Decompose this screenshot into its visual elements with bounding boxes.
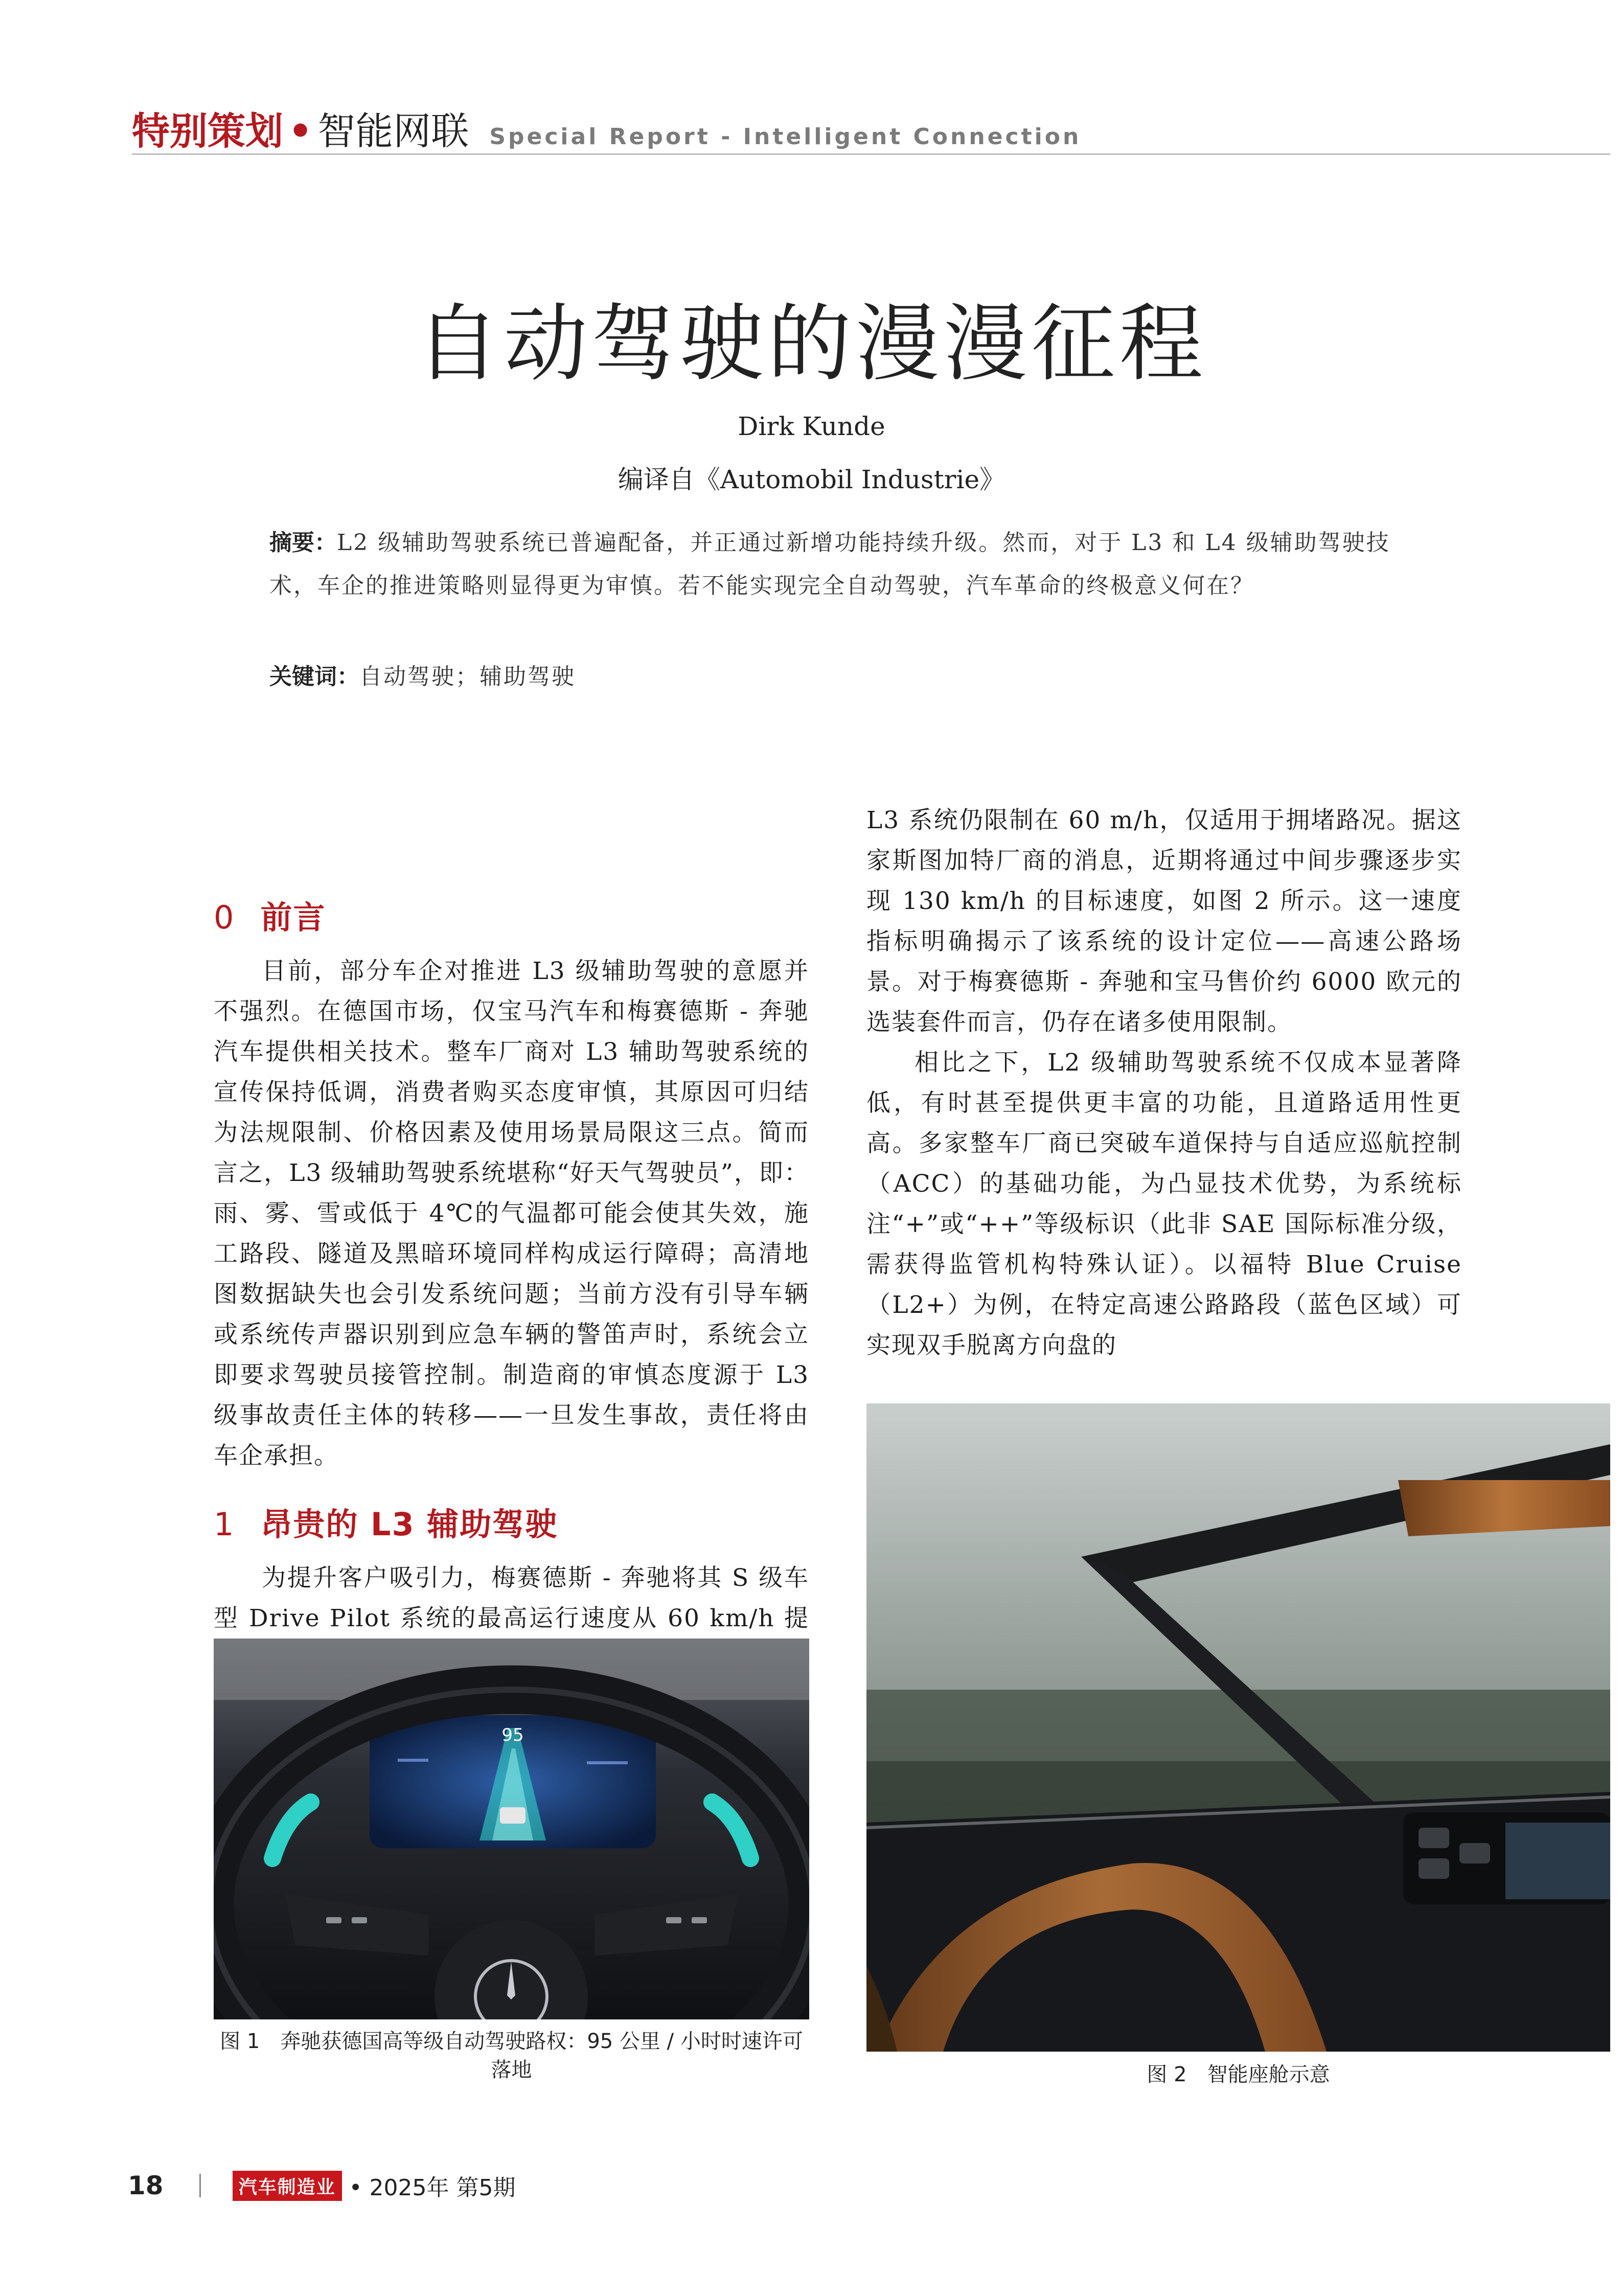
keywords-text: 自动驾驶；辅助驾驶	[359, 664, 576, 690]
figure-1-caption: 图 1 奔驰获德国高等级自动驾驶路权：95 公里 / 小时时速许可落地	[220, 2030, 803, 2082]
header-dot: •	[288, 109, 313, 153]
figure-1-image	[214, 1639, 809, 2019]
keywords	[269, 655, 1420, 698]
car-interior-illustration	[866, 1403, 1610, 2052]
paragraph-s1-1-continued: L3 系统仍限制在 60 m/h，仅适用于拥堵路况。据这家斯图加特厂商的消息，近期将通过中间步骤逐步实现 130 km/h 的目标速度，如图 2 所示。这一速度指标明确揭示了该系统的设计定位——高速公路场景。对于梅赛德斯 - 奔驰和宝马售价约 6000 欧元的选装套件而言，仍存在诸多使用限制。	[866, 806, 1462, 1036]
page-footer	[128, 2168, 516, 2203]
section-title: 前言	[260, 899, 326, 936]
article-title: 自动驾驶的漫漫征程	[416, 295, 1207, 393]
keywords-label: 关键词：	[269, 664, 359, 690]
page-number: 18	[128, 2171, 164, 2200]
running-header	[132, 101, 1081, 157]
section-label: 智能网联	[317, 109, 469, 153]
section-label-red: 特别策划	[132, 109, 283, 153]
steering-wheel-illustration	[214, 1639, 809, 2019]
issue-label: • 2025年 第5期	[349, 2175, 516, 2201]
section-number: 0	[214, 899, 235, 936]
section-title: 昂贵的 L3 辅助驾驶	[260, 1506, 558, 1543]
header-rule	[132, 153, 1610, 155]
section-heading-0	[214, 884, 809, 951]
section-heading-1	[214, 1491, 809, 1558]
column-right	[866, 800, 1462, 1366]
column-left	[214, 884, 809, 1719]
cluster-speed-readout: 95	[501, 1725, 524, 1745]
paragraph-intro: 目前，部分车企对推进 L3 级辅助驾驶的意愿并不强烈。在德国市场，仅宝马汽车和梅赛德斯 - 奔驰汽车提供相关技术。整车厂商对 L3 辅助驾驶系统的宣传保持低调，消费者购买态度审慎，其原因可归结为法规限制、价格因素及使用场景局限这三点。简而言之，L3 级辅助驾驶系统堪称“好天气驾驶员”，即：雨、雾、雪或低于 4℃的气温都可能会使其失效，施工路段、隧道及黑暗环境同样构成运行障碍；高清地图数据缺失也会引发系统问题；当前方没有引导车辆或系统传声器识别到应急车辆的警笛声时，系统会立即要求驾驶员接管控制。制造商的审慎态度源于 L3 级事故责任主体的转移——一旦发生事故，责任将由车企承担。	[214, 957, 809, 1470]
paragraph-s1-1: 为提升客户吸引力，梅赛德斯 - 奔驰将其 S 级车型 Drive Pilot 系统的最高运行速度从 60 km/h 提	[214, 1564, 809, 1632]
figure-2-caption: 图 2 智能座舱示意	[1147, 2063, 1330, 2086]
article-author: Dirk Kunde	[738, 412, 885, 441]
abstract-label: 摘要：	[269, 530, 337, 556]
abstract	[269, 521, 1420, 607]
section-label-english: Special Report - Intelligent Connection	[489, 124, 1082, 150]
figure-2-image	[866, 1403, 1610, 2052]
footer-divider	[199, 2174, 201, 2197]
article-source: 编译自《Automobil Industrie》	[618, 465, 1005, 494]
paragraph-s1-2: 相比之下，L2 级辅助驾驶系统不仅成本显著降低，有时甚至提供更丰富的功能，且道路适用性更高。多家整车厂商已突破车道保持与自适应巡航控制（ACC）的基础功能，为凸显技术优势，为系统标注“+”或“++”等级标识（此非 SAE 国际标准分级，需获得监管机构特殊认证）。以福特 Blue Cruise（L2+）为例，在特定高速公路路段（蓝色区域）可实现双手脱离方向盘的	[866, 1049, 1462, 1359]
section-number: 1	[214, 1506, 235, 1543]
magazine-logo: 汽车制造业	[233, 2171, 342, 2201]
abstract-text: L2 级辅助驾驶系统已普遍配备，并正通过新增功能持续升级。然而，对于 L3 和 L4 级辅助驾驶技术，车企的推进策略则显得更为审慎。若不能实现完全自动驾驶，汽车革命的终极意义何在？	[269, 530, 1390, 599]
